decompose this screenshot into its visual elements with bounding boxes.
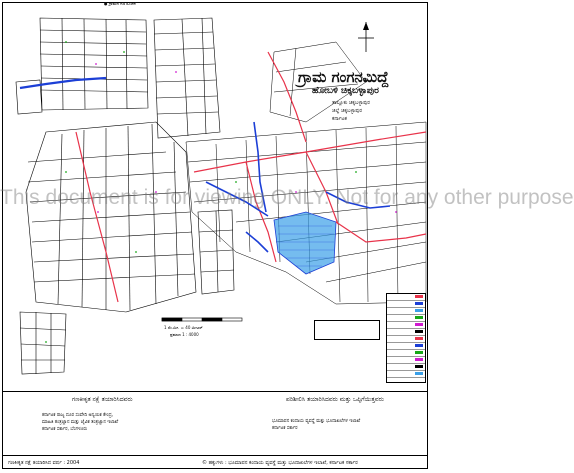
credits-right-line: ಭೂಮಾಪನ ಕಂದಾಯ ವ್ಯವಸ್ಥೆ ಮತ್ತು ಭೂದಾಖಲೆಗಳ ಇಲಾಖೆ: [272, 419, 361, 424]
legend-row: [387, 364, 425, 371]
map-legend: [386, 293, 426, 383]
parcel-block-north: [154, 18, 220, 138]
legend-row: [387, 294, 425, 301]
legend-row: [387, 336, 425, 343]
credits-left-line: ಮಾಹಿತಿ ತಂತ್ರಜ್ಞಾನ ಮತ್ತು ಜೈವಿಕ ತಂತ್ರಜ್ಞಾನ ಇಲಾಖೆ: [42, 420, 119, 425]
footer-copyright: © ಹಕ್ಕುಗಳು : ಭೂಮಾಪನ ಕಂದಾಯ ವ್ಯವಸ್ಥೆ ಮತ್ತು ಭೂದಾಖಲೆಗಳ ಇಲಾಖೆ, ಕರ್ನಾಟಕ ಸರ್ಕಾರ: [202, 460, 358, 466]
credits-left-body: [42, 412, 118, 433]
credits-right-line: ಕರ್ನಾಟಕ ಸರ್ಕಾರ: [272, 426, 298, 431]
legend-row: [387, 357, 425, 364]
credits-left-line: ಕರ್ನಾಟಕ ರಾಜ್ಯ ದೂರ ಸಂವೇದಿ ಅನ್ವಯಿಕ ಕೇಂದ್ರ,: [42, 413, 114, 418]
legend-row: [387, 315, 425, 322]
map-title: ಗ್ರಾಮ ಗಂಗನಮಿದ್ದೆ: [298, 68, 389, 86]
credits-right-body: [272, 418, 360, 432]
north-arrow-icon: [356, 20, 376, 54]
legend-row: [387, 329, 425, 336]
survey-info-table: [314, 320, 380, 340]
legend-row: [387, 322, 425, 329]
legend-row: [387, 350, 425, 357]
scale-ratio: ಪ್ರಮಾಣ 1 : 4000: [170, 332, 199, 337]
credits-left-line: ಕರ್ನಾಟಕ ಸರ್ಕಾರ, ಬೆಂಗಳೂರು: [42, 427, 88, 432]
legend-row: [387, 343, 425, 350]
credits-right-heading: ಪರಿಶೀಲಿಸಿ ತಯಾರಿಸಿದವರು ಮತ್ತು ಒಪ್ಪಿಗೆಯಿತ್ತವರು: [286, 396, 384, 403]
watermark: This document is for viewing ONLY. Not for any other purpose: [0, 186, 574, 209]
map-taluk: ತಾಲ್ಲೂಕು ಚಿಕ್ಕಬಳ್ಳಾಪುರ: [332, 100, 370, 106]
credits-left-heading: ಗಣಕೀಕೃತ ನಕ್ಷೆ ತಯಾರಿಸಿದವರು: [72, 396, 133, 403]
top-note: ● ಗ್ರಾಮದ ಗಡಿ ಸೂಚನೆ: [104, 1, 136, 6]
tank-water-body: [274, 212, 336, 274]
footer-year: ಗಣಕೀಕೃತ ನಕ್ಷೆ ತಯಾರಿಸಿದ ವರ್ಷ : 2004: [8, 460, 80, 466]
legend-row: [387, 308, 425, 315]
legend-row: [387, 301, 425, 308]
parcel-block-northwest: [16, 18, 148, 114]
parcel-block-west: [26, 122, 196, 312]
credits-panel: [2, 391, 428, 454]
scale-text: 1 ಸೆಂ.ಮೀ. = 40 ಮೀಟರ್: [164, 325, 203, 330]
parcel-block-southwest: [20, 312, 66, 374]
map-subtitle: ಹೋಬಳಿ ಚಿಕ್ಕಬಳ್ಳಾಪುರ: [312, 86, 379, 96]
legend-row: [387, 371, 425, 378]
footer: [2, 455, 428, 470]
map-district: ಜಿಲ್ಲೆ ಚಿಕ್ಕಬಳ್ಳಾಪುರ: [332, 108, 362, 114]
scale-bar: [162, 318, 242, 321]
map-state: ಕರ್ನಾಟಕ: [332, 116, 347, 122]
